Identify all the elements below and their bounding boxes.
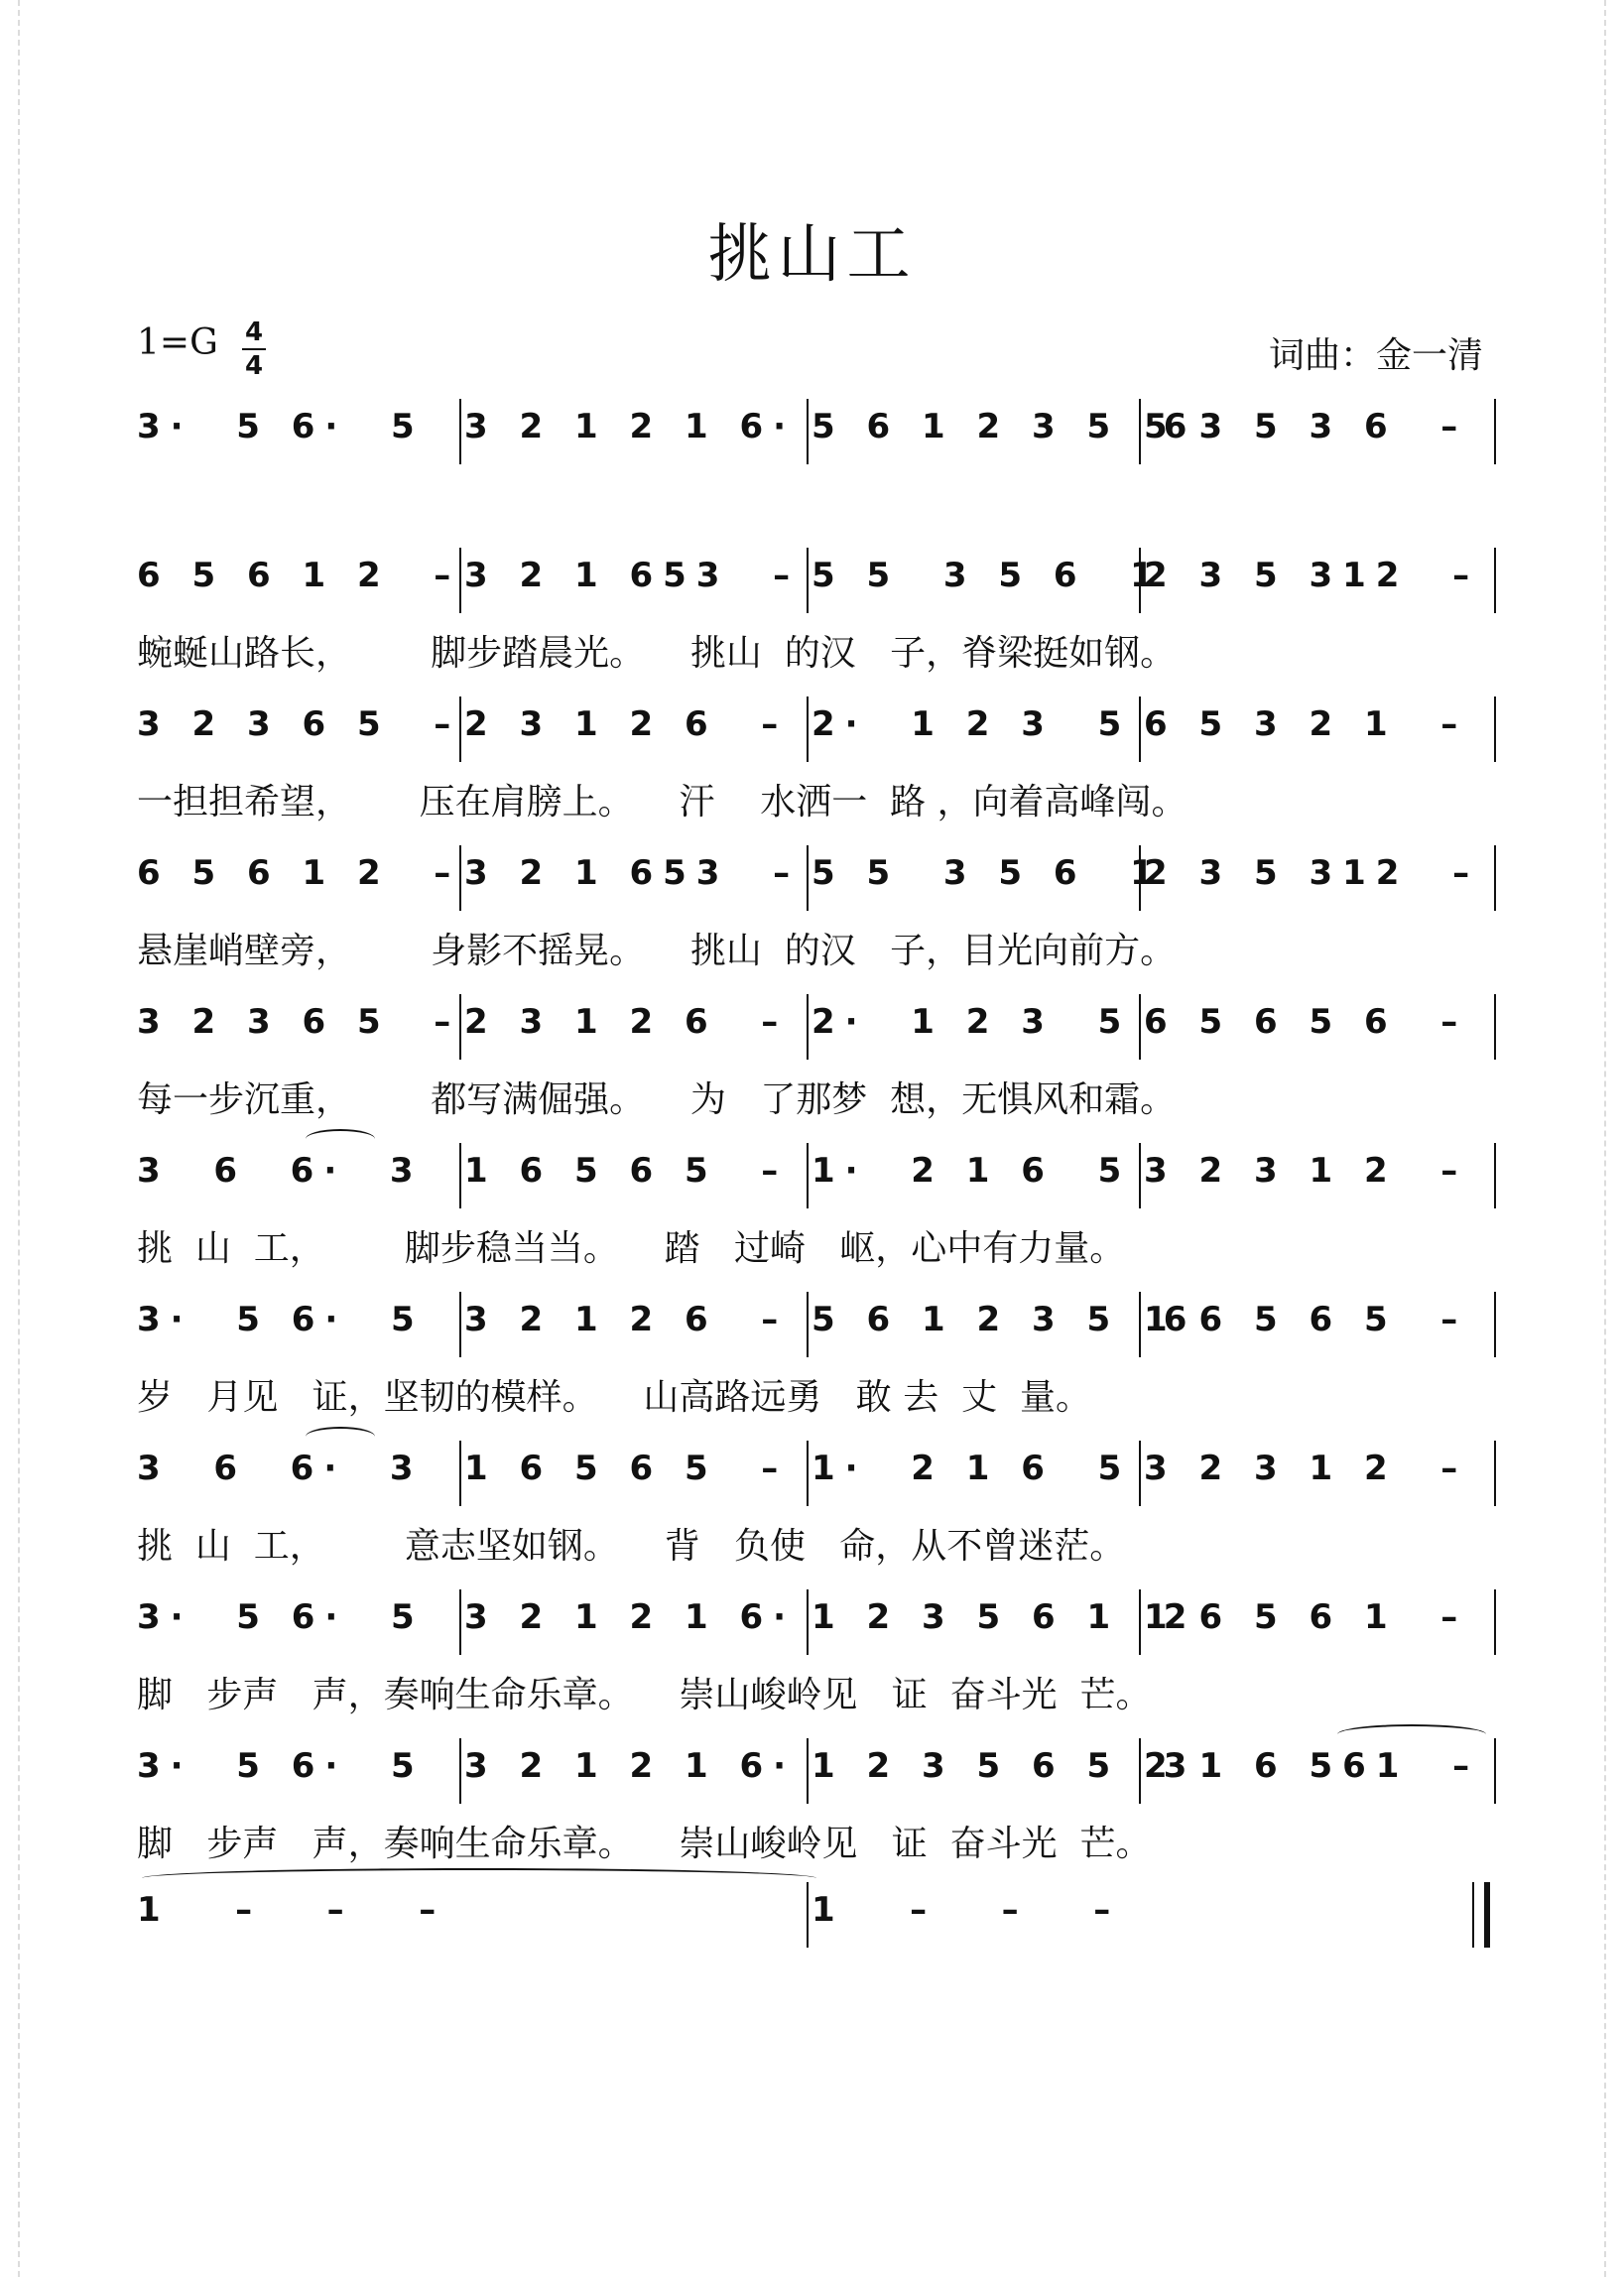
measure: 1· 2 1 6 5 (812, 1151, 1132, 1191)
tie-arc (306, 1427, 375, 1447)
measure: 1 6 5 6 5 – (1144, 1300, 1468, 1339)
final-bar-line (1472, 1882, 1490, 1948)
time-signature (242, 317, 266, 381)
bar-line (1139, 845, 1141, 911)
notation-line (137, 556, 1496, 615)
bar-line (1139, 399, 1141, 464)
measure: 2 3 1 2 6 – (464, 704, 789, 744)
bar-line (1494, 1589, 1496, 1655)
measure: 1 2 3 5 6 5 3 (812, 1746, 1197, 1786)
measure: 3 2 1 2 6 – (464, 1300, 789, 1339)
measure: 3· 5 6· 5 (137, 1746, 425, 1786)
measure: 5 6 1 2 3 5 6 (812, 407, 1197, 446)
measure: 3 6 6· 3 (137, 1449, 424, 1488)
lyric-line: 一担担希望， 压在肩膀上。 汗 水洒一 路 ，向着高峰闯。 (137, 782, 1187, 822)
bar-line (1139, 1589, 1141, 1655)
bar-line (807, 1143, 809, 1208)
measure: 3 2 1 2 1 6· (464, 407, 797, 446)
measure: 5 6 1 2 3 5 6 (812, 1300, 1197, 1339)
lyric-line: 蜿蜒山路长， 脚步踏晨光。 挑山 的汉 子，脊梁挺如钢。 (137, 633, 1177, 674)
bar-line (1139, 1143, 1141, 1208)
bar-line (1494, 994, 1496, 1060)
notation-line (137, 704, 1496, 764)
measure: 3 2 3 1 2 – (1144, 1151, 1468, 1191)
notation-line (137, 407, 1496, 466)
bar-line (1494, 399, 1496, 464)
bar-line (1139, 696, 1141, 762)
bar-line (807, 1441, 809, 1506)
time-signature-top: 4 (244, 317, 264, 347)
measure: 1 – – – (137, 1890, 446, 1930)
bar-line (459, 696, 461, 762)
measure: 5 5 3 5 6 1 (812, 853, 1164, 893)
bar-line (807, 1589, 809, 1655)
measure: 5 5 3 5 6 1 (812, 556, 1164, 595)
measure: 6 5 6 1 2 – (137, 853, 461, 893)
tie-arc (1337, 1724, 1486, 1744)
bar-line (807, 1292, 809, 1357)
notation-line (137, 1002, 1496, 1062)
measure: 2· 1 2 3 5 (812, 704, 1132, 744)
notation-line (137, 1300, 1496, 1359)
measure: 1 6 5 6 5 – (464, 1151, 789, 1191)
measure: 2 1 6 561 – (1144, 1746, 1480, 1786)
bar-line (1494, 1143, 1496, 1208)
bar-line (459, 548, 461, 613)
bar-line (1494, 1441, 1496, 1506)
bar-line (807, 696, 809, 762)
notation-line (137, 1746, 1496, 1806)
measure: 3 2 3 1 2 – (1144, 1449, 1468, 1488)
composer-credit: 词曲：金一清 (1268, 335, 1483, 376)
bar-line (1494, 696, 1496, 762)
bar-line (1494, 548, 1496, 613)
bar-line (1139, 1738, 1141, 1804)
measure: 1 – – – (812, 1890, 1121, 1930)
measure: 2 3 5 312 – (1144, 853, 1480, 893)
bar-line (459, 1589, 461, 1655)
notation-line (137, 1449, 1496, 1508)
measure: 5 3 5 3 6 – (1144, 407, 1468, 446)
page-left-edge (18, 0, 20, 2277)
bar-line (1139, 1292, 1141, 1357)
lyric-line: 每一步沉重， 都写满倔强。 为 了那梦 想，无惧风和霜。 (137, 1079, 1177, 1120)
bar-line (459, 1738, 461, 1804)
measure: 3 2 1 2 1 6· (464, 1746, 797, 1786)
bar-line (1139, 548, 1141, 613)
measure: 1 2 3 5 6 1 2 (812, 1597, 1197, 1637)
lyric-line: 悬崖峭壁旁， 身影不摇晃。 挑山 的汉 子，目光向前方。 (137, 931, 1177, 971)
bar-line (1139, 1441, 1141, 1506)
lyric-line: 脚 步声 声，奏响生命乐章。 崇山峻岭见 证 奋斗光 芒。 (137, 1824, 1152, 1864)
measure: 3 2 1 653 – (464, 853, 801, 893)
bar-line (459, 845, 461, 911)
bar-line (1139, 994, 1141, 1060)
bar-line (1494, 1738, 1496, 1804)
measure: 2 3 1 2 6 – (464, 1002, 789, 1042)
tie-arc (306, 1129, 375, 1149)
measure: 1 6 5 6 5 – (464, 1449, 789, 1488)
measure: 3 2 3 6 5 – (137, 704, 461, 744)
key-signature: 1=G (137, 322, 218, 363)
measure: 6 5 6 1 2 – (137, 556, 461, 595)
measure: 6 5 3 2 1 – (1144, 704, 1468, 744)
measure: 3· 5 6· 5 (137, 1597, 425, 1637)
song-title: 挑山工 (707, 218, 917, 292)
lyric-line: 挑 山 工， 脚步稳当当。 踏 过崎 岖，心中有力量。 (137, 1228, 1126, 1269)
notation-line (137, 1890, 1496, 1950)
lyric-line: 脚 步声 声，奏响生命乐章。 崇山峻岭见 证 奋斗光 芒。 (137, 1675, 1152, 1715)
measure: 1 6 5 6 1 – (1144, 1597, 1468, 1637)
tie-arc (142, 1868, 816, 1888)
bar-line (807, 1738, 809, 1804)
bar-line (459, 1292, 461, 1357)
bar-line (807, 1882, 809, 1948)
measure: 1· 2 1 6 5 (812, 1449, 1132, 1488)
bar-line (807, 845, 809, 911)
measure: 3 2 1 2 1 6· (464, 1597, 797, 1637)
bar-line (1494, 1292, 1496, 1357)
measure: 3 6 6· 3 (137, 1151, 424, 1191)
bar-line (807, 994, 809, 1060)
notation-line (137, 1151, 1496, 1210)
bar-line (807, 399, 809, 464)
measure: 6 5 6 5 6 – (1144, 1002, 1468, 1042)
time-signature-bottom: 4 (244, 351, 264, 381)
measure: 3 2 1 653 – (464, 556, 801, 595)
measure: 3· 5 6· 5 (137, 407, 425, 446)
bar-line (1494, 845, 1496, 911)
notation-line (137, 1597, 1496, 1657)
bar-line (459, 994, 461, 1060)
lyric-line: 岁 月见 证，坚韧的模样。 山高路远勇 敢 去 丈 量。 (137, 1377, 1091, 1418)
measure: 3 2 3 6 5 – (137, 1002, 461, 1042)
bar-line (459, 1441, 461, 1506)
lyric-line: 挑 山 工， 意志坚如钢。 背 负使 命，从不曾迷茫。 (137, 1526, 1126, 1567)
bar-line (459, 1143, 461, 1208)
measure: 2· 1 2 3 5 (812, 1002, 1132, 1042)
measure: 2 3 5 312 – (1144, 556, 1480, 595)
bar-line (459, 399, 461, 464)
bar-line (807, 548, 809, 613)
notation-line (137, 853, 1496, 913)
page-right-edge (1604, 0, 1606, 2277)
measure: 3· 5 6· 5 (137, 1300, 425, 1339)
